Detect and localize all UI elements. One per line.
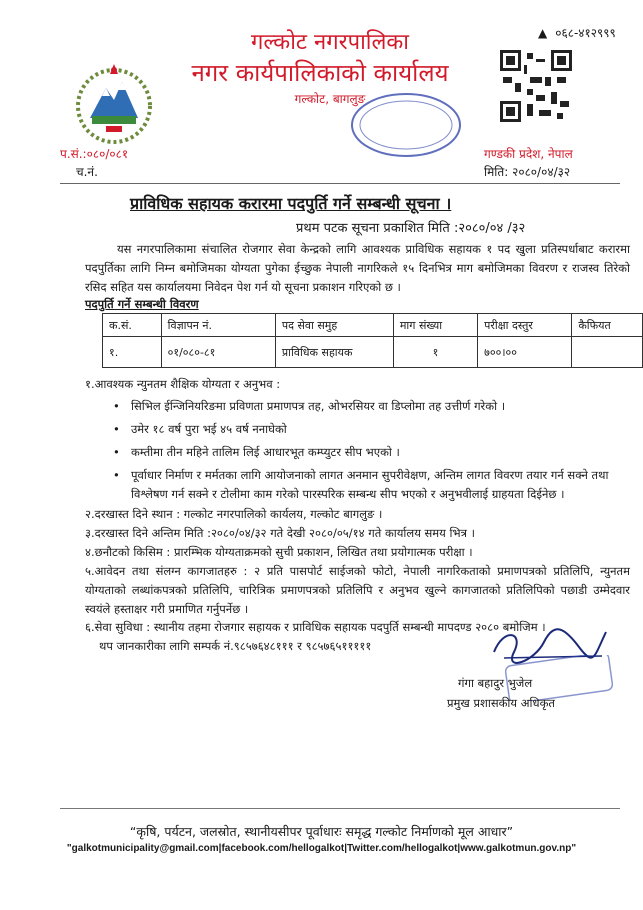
qr-code (500, 50, 572, 122)
section-4: ४.छनौटको किसिम : प्रारम्भिक योग्यताक्रमको सुची प्रकाशन, लिखित तथा प्रयोगात्मक परीक्षा । (85, 545, 473, 559)
notice-title: प्राविधिक सहायक करारमा पदपुर्ति गर्ने सम्बन्धी सूचना । (130, 194, 452, 213)
section-2: २.दरखास्त दिने स्थान : गल्कोट नगरपालिको कार्यलय, गल्कोट बागलुङ । (85, 507, 383, 521)
letterhead-right (484, 145, 573, 181)
dispatch-number: च.नं. (76, 165, 98, 179)
cell-remarks (572, 337, 643, 368)
col-header-ad-number: विज्ञापन नं. (161, 314, 275, 337)
col-header-exam-fee: परीक्षा दस्तुर (478, 314, 572, 337)
cell-demand: १ (393, 337, 477, 368)
cell-serial: १. (103, 337, 162, 368)
col-header-service-group: पद सेवा समुह (275, 314, 393, 337)
letterhead-left (60, 145, 128, 181)
top-ref-number: ▲ ०६८-४१२९९९ (538, 26, 616, 40)
signatory-name: गंगा बहादुर भुजेल (458, 676, 533, 690)
cell-service-group: प्राविधिक सहायक (275, 337, 393, 368)
list-item: • कम्तीमा तीन महिने तालिम लिई आधारभूत कम्प्युटर सीप भएको । (107, 443, 630, 462)
section-5: ५.आवेदन तथा संलग्न कागजातहरु : २ प्रति पासपोर्ट साईजको फोटो, नेपाली नागरिकताको प्रमाणपत्रको प्रतिलिपि, न्युनतम योग्यताको लब्धांकपत्रको प्रतिलिपि, चारित्रिक प्रमाणपत्रको प्रतिलिपि र अनुभव खुल्ने कागजातको प्रतिलिपिको पछाडी उम्मेदवार स्वयंले हस्ताक्षर गरी प्रमाणित गर्नुपर्नेछ । (85, 564, 630, 616)
signatory-title: प्रमुख प्रशासकीय अधिकृत (447, 696, 555, 710)
stamp-icon: ▲ (538, 26, 548, 40)
intro-paragraph: यस नगरपालिकामा संचालित रोजगार सेवा केन्द्रको लागि आवश्यक प्राविधिक सहायक १ पद खुला प्रतिस्पर्धाबाट करारमा पदपुर्तिका लागि निम्न बमोजिमका योग्यता पुगेका ईच्छुक नेपाली नागरिकले १५ दिनभित्र माग बमोजिमका विवरण र राजस्व तिरेको रसिद सहित यस कार्यालयमा निवेदन पेश गर्न यो सूचना प्रकाशन गरिएको छ । (85, 242, 630, 294)
section-3: ३.दरखास्त दिने अन्तिम मिति :२०८०/०४/३२ गते देखी २०८०/०५/१४ गते कार्यालय समय भित्र । (85, 526, 475, 540)
section-6: ६.सेवा सुविधा : स्थानीय तहमा रोजगार सहायक र प्राविधिक सहायक पदपुर्ति सम्बन्धी मापदण्ड २०८० बमोजिम । (85, 620, 546, 634)
publish-date: प्रथम पटक सूचना प्रकाशित मिति :२०८०/०४ /३२ (296, 221, 526, 236)
table-row (103, 337, 643, 368)
footer-contacts: "galkotmunicipality@gmail.com|facebook.com/hellogalkot|Twitter.com/hellogalkot|www.galkotmun.gov.np" (66, 843, 577, 854)
province-label: गण्डकी प्रदेश, नेपाल (484, 147, 573, 161)
col-header-demand: माग संख्या (393, 314, 477, 337)
list-item: • पूर्वाधार निर्माण र मर्मतका लागि आयोजनाको लागत अनमान सुपरीवेक्षण, अन्तिम लागत विवरण तयार गर्न सक्ने तथा विश्लेषण गर्न सक्ने र टोलीमा काम गरेको पारस्परिक सम्बन्ध सीप भएको र अनुभवीलाई ग्राहयता दिईनेछ । (107, 466, 630, 504)
office-stamp (350, 92, 462, 158)
qualification-heading: १.आवश्यक न्युनतम शैक्षिक योग्यता र अनुभव : (85, 377, 281, 391)
qualification-list (85, 397, 630, 504)
cell-ad-number: ०१/०८०-८१ (161, 337, 275, 368)
list-item: • उमेर १८ वर्ष पुरा भई ४५ वर्ष ननाघेको (107, 420, 630, 439)
nepal-emblem-logo (72, 60, 156, 144)
office-address: गल्कोट, बागलुङ (294, 92, 366, 106)
footer-divider (60, 808, 620, 809)
vacancy-table (102, 313, 643, 368)
table-header-row (103, 314, 643, 337)
letter-date: मिति: २०८०/०४/३२ (484, 165, 571, 179)
col-header-serial: क.सं. (103, 314, 162, 337)
col-header-remarks: कैफियत (572, 314, 643, 337)
details-heading: पदपुर्ति गर्ने सम्बन्धी विवरण (85, 297, 199, 311)
cell-exam-fee: ७००।०० (478, 337, 572, 368)
office-title-line2: नगर कार्यपालिकाको कार्यालय (191, 59, 449, 87)
ref-number: प.सं.:०८०/०८१ (60, 147, 129, 161)
footer-motto: “कृषि, पर्यटन, जलस्रोत, स्थानीयसीपर पूर्वाधारः समृद्ध गल्कोट निर्माणको मूल आधार” (129, 824, 514, 839)
qualification-section (85, 375, 630, 508)
contact-line: थप जानकारीका लागि सम्पर्क नं.९८५७६४८१११ र ९८५७६५१११११ (99, 639, 372, 653)
office-title-line1: गल्कोट नगरपालिका (251, 30, 409, 55)
header-divider (60, 183, 620, 184)
list-item: • सिभिल ईन्जिनियरिङमा प्रविणता प्रमाणपत्र तह, ओभरसियर वा डिप्लोमा तह उत्तीर्ण गरेको । (107, 397, 630, 416)
